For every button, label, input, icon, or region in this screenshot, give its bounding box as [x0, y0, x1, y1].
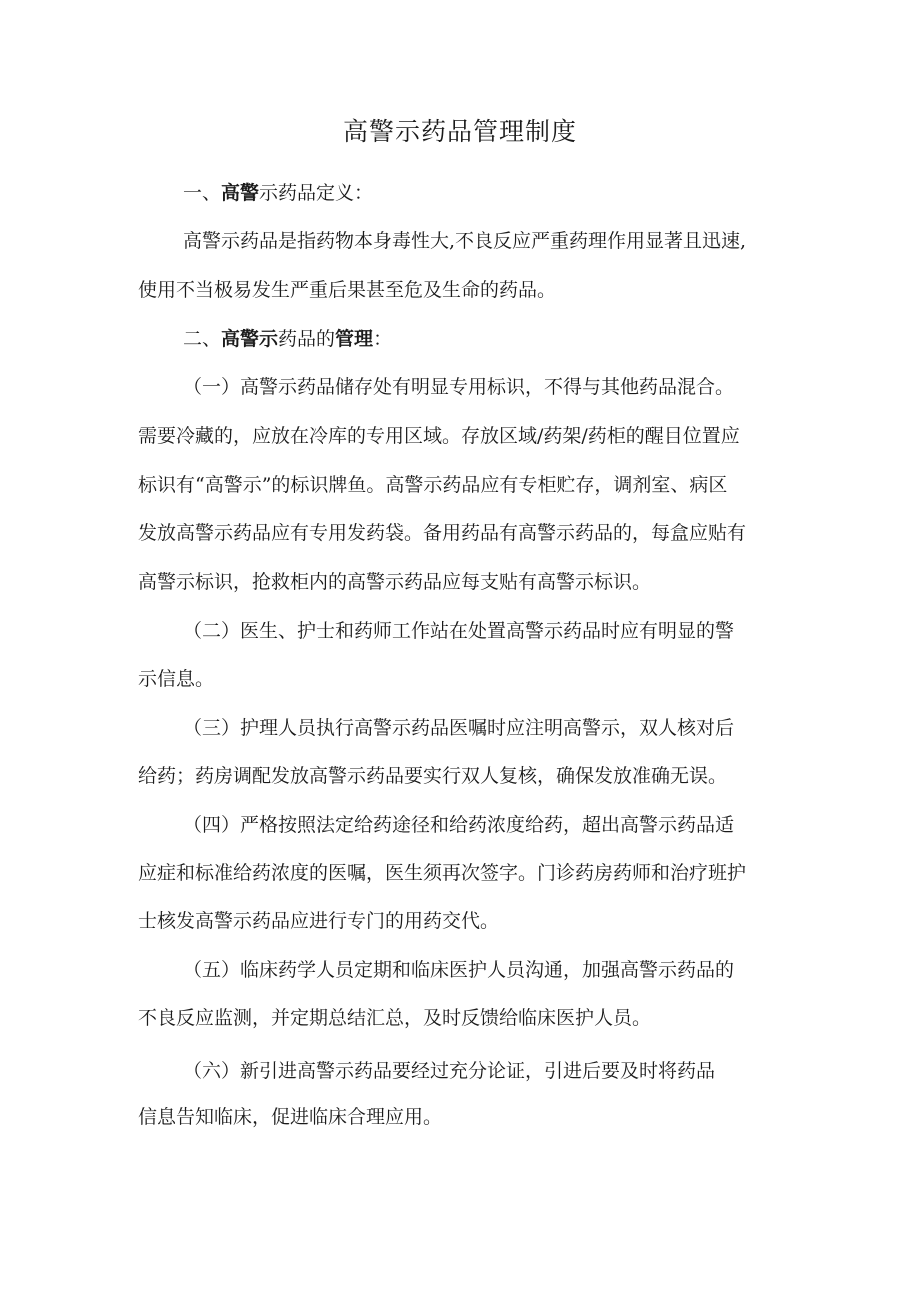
heading-prefix: 二、	[183, 328, 222, 350]
item-1-line-4: 发放高警示药品应有专用发药袋。备用药品有高警示药品的，每盒应贴有	[138, 522, 747, 544]
item-4-line-2: 应症和标准给药浓度的医嘱，医生须再次签字。门诊药房药师和治疗班护	[138, 862, 747, 884]
item-2-line-1: （二）医生、护士和药师工作站在处置高警示药品时应有明显的警	[183, 620, 735, 642]
item-1-line-2: 需要冷藏的，应放在冷库的专用区域。存放区域/药架/药柜的醒目位置应	[138, 425, 740, 447]
heading-rest: 示药品定义：	[259, 182, 374, 204]
heading-bold: 高警	[221, 182, 260, 204]
item-5-line-1: （五）临床药学人员定期和临床医护人员沟通，加强高警示药品的	[183, 959, 735, 981]
item-6-line-2: 信息告知临床，促进临床合理应用。	[138, 1106, 443, 1128]
item-1-line-3: 标识有“高警示”的标识牌鱼。高警示药品应有专柜贮存，调剂室、病区	[138, 474, 728, 496]
item-3-line-1: （三）护理人员执行高警示药品医嘱时应注明高警示，双人核对后	[183, 717, 735, 739]
heading-bold: 管理	[335, 328, 374, 350]
item-4-line-1: （四）严格按照法定给药途径和给药浓度给药，超出高警示药品适	[183, 814, 735, 836]
heading-mid: 药品的	[278, 328, 336, 350]
page-title: 高警示药品管理制度	[342, 117, 577, 146]
definition-line-2: 使用不当极易发生严重后果甚至危及生命的药品。	[138, 279, 557, 301]
item-1-line-5: 高警示标识，抢救柜内的高警示药品应每支贴有高警示标识。	[138, 571, 652, 593]
item-2-line-2: 示信息。	[138, 668, 215, 690]
item-5-line-2: 不良反应监测，并定期总结汇总，及时反馈给临床医护人员。	[138, 1007, 652, 1029]
section-heading-definition	[183, 178, 373, 208]
heading-end: ：	[373, 328, 393, 350]
section-heading-management	[183, 324, 392, 354]
item-6-line-1: （六）新引进高警示药品要经过充分论证，引进后要及时将药品	[183, 1060, 716, 1082]
definition-line-1: 高警示药品是指药物本身毒性大,不良反应严重药理作用显著且迅速,	[183, 230, 747, 252]
item-4-line-3: 士核发高警示药品应进行专门的用药交代。	[138, 910, 500, 932]
item-1-line-1: （一）高警示药品储存处有明显专用标识，不得与其他药品混合。	[183, 376, 735, 398]
heading-prefix: 一、	[183, 182, 222, 204]
heading-bold: 高警示	[221, 328, 279, 350]
item-3-line-2: 给药；药房调配发放高警示药品要实行双人复核，确保发放准确无误。	[138, 765, 728, 787]
